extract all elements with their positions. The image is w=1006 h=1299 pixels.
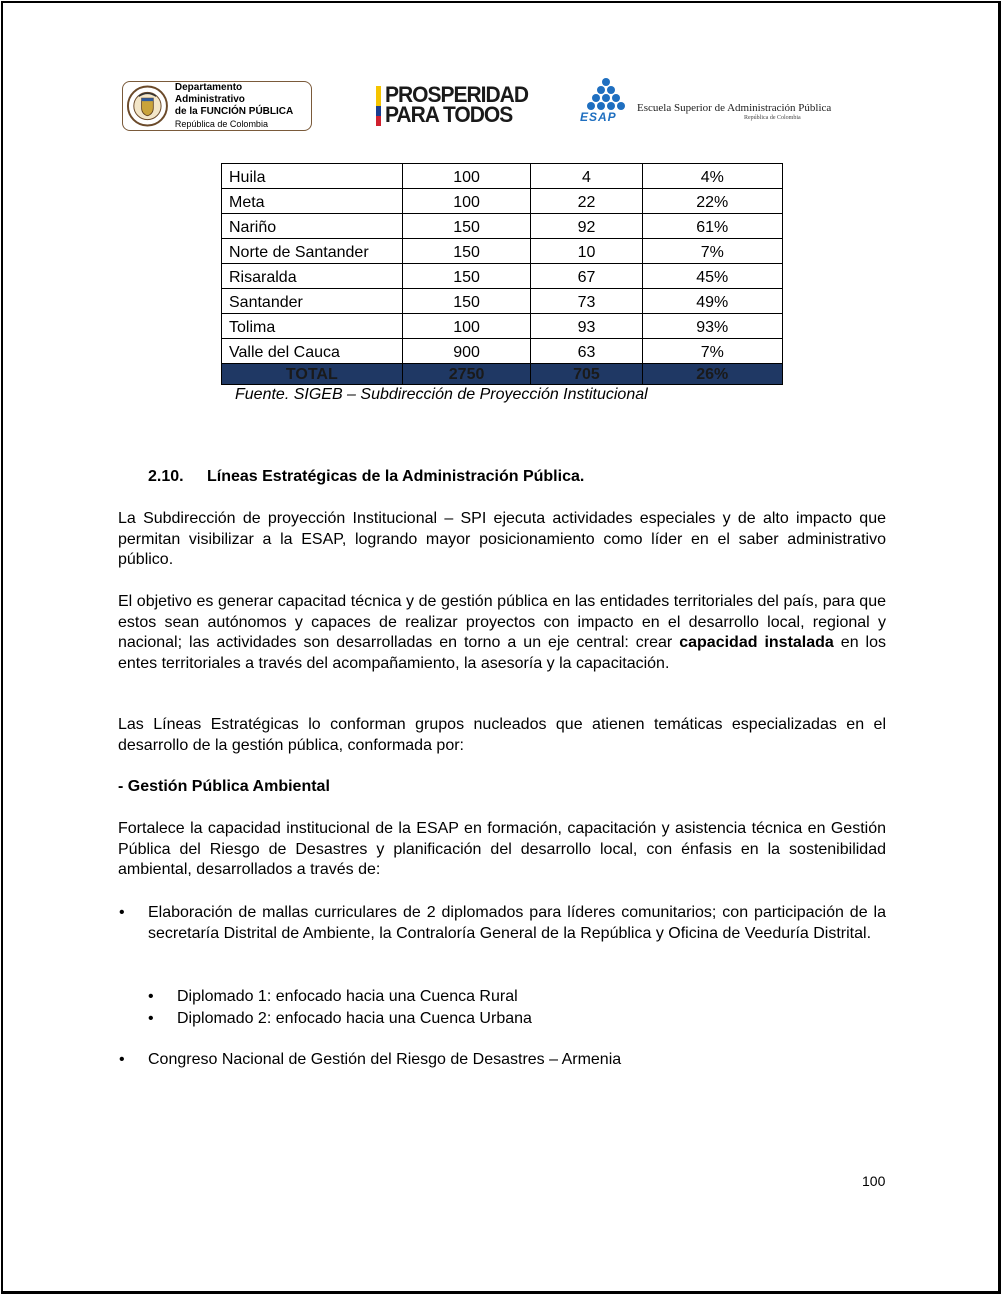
table-cell: 22% <box>642 189 783 214</box>
table-cell: 49% <box>642 289 783 314</box>
bullet-item-2-text: Congreso Nacional de Gestión del Riesgo de Desastres – Armenia <box>148 1051 622 1068</box>
table-row <box>222 164 783 189</box>
table-cell: 92 <box>531 214 642 239</box>
dafp-line1: Departamento Administrativo <box>174 82 245 105</box>
table-cell: Meta <box>222 189 403 214</box>
table-cell: 100 <box>402 189 531 214</box>
table-cell: 100 <box>402 314 531 339</box>
table-cell: Huila <box>222 164 403 189</box>
dafp-line2: de la FUNCIÓN PÚBLICA <box>174 106 294 117</box>
table-cell: Nariño <box>222 214 403 239</box>
paragraph-3: Las Líneas Estratégicas lo conforman grupos nucleados que atienen temáticas especializadas en el desarrollo de la gestión pública, conformada por: <box>118 716 886 754</box>
sub-bullet-item-2-text: Diplomado 2: enfocado hacia una Cuenca Urbana <box>177 1010 532 1027</box>
paragraph-2-end: en los entes territoriales a través del acompañamiento, la asesoría y la capacitación. <box>118 634 887 673</box>
bullet-icon: • <box>119 1051 125 1068</box>
table-row <box>222 289 783 314</box>
colombia-flag-icon <box>376 86 381 126</box>
table-cell: 10 <box>531 239 642 264</box>
prosperidad-line2: PARA TODOS <box>384 102 513 127</box>
table-cell: 93% <box>642 314 783 339</box>
table-row <box>222 339 783 364</box>
bullet-item-2 <box>119 1050 622 1071</box>
table-total-cell: 2750 <box>402 364 531 385</box>
esap-logo <box>580 78 832 128</box>
sub-bullet-item-1 <box>148 987 518 1008</box>
table-cell: Santander <box>222 289 403 314</box>
paragraph-2 <box>118 592 886 675</box>
paragraph-4: Fortalece la capacidad institucional de la ESAP en formación, capacitación y asistencia técnica en Gestión Pública del Riesgo de Desastres y planificación del desarrollo local, con énfasis en la sostenibilidad ambiental, desarrollados a través de: <box>118 820 886 879</box>
table-cell: 150 <box>402 214 531 239</box>
table-cell: 63 <box>531 339 642 364</box>
paragraph-2-bold: capacidad instalada <box>679 634 834 652</box>
section-number: 2.10. <box>148 468 184 485</box>
dafp-logo <box>122 81 312 131</box>
table-total-cell: TOTAL <box>222 364 403 385</box>
bullet-icon: • <box>119 904 125 921</box>
table-row <box>222 189 783 214</box>
dafp-line3: República de Colombia <box>174 119 268 129</box>
colombia-seal-icon <box>126 84 169 128</box>
table-cell: 7% <box>642 239 783 264</box>
table-total-cell: 705 <box>531 364 642 385</box>
sub-bullet-item-1-text: Diplomado 1: enfocado hacia una Cuenca Rural <box>177 988 518 1005</box>
table-row <box>222 239 783 264</box>
esap-sub: República de Colombia <box>744 115 801 121</box>
bullet-icon: • <box>148 988 154 1005</box>
bullet-icon: • <box>148 1010 154 1027</box>
table-cell: 93 <box>531 314 642 339</box>
table-row <box>222 314 783 339</box>
table-cell: 900 <box>402 339 531 364</box>
table-cell: 4 <box>531 164 642 189</box>
table-total-row <box>222 364 783 385</box>
table-cell: 22 <box>531 189 642 214</box>
sub-bullet-item-2 <box>148 1009 532 1030</box>
table-cell: 73 <box>531 289 642 314</box>
table-cell: 4% <box>642 164 783 189</box>
esap-name: Escuela Superior de Administración Pública <box>637 102 832 114</box>
bullet-item-1 <box>119 903 886 944</box>
section-title: Líneas Estratégicas de la Administración Pública. <box>207 468 585 485</box>
table-cell: 150 <box>402 264 531 289</box>
table-cell: 150 <box>402 289 531 314</box>
table-source-note: Fuente. SIGEB – Subdirección de Proyección Institucional <box>235 386 648 403</box>
table-cell: 61% <box>642 214 783 239</box>
table-cell: 67 <box>531 264 642 289</box>
table-cell: Norte de Santander <box>222 239 403 264</box>
bullet-item-1-text: Elaboración de mallas curriculares de 2 diplomados para líderes comunitarios; con participación de la secretaría Distrital de Ambiente, la Contraloría General de la República y Oficina de Veeduría Distrital. <box>148 904 886 942</box>
table-cell: 7% <box>642 339 783 364</box>
paragraph-2-start: El objetivo es generar capacitad técnica y de gestión pública en las entidades territoriales del país, para que estos sean autónomos y capaces de realizar proyectos con impacto en el desarrollo local, regional y nacional; las actividades son desarrolladas en torno a un eje central: crear <box>118 593 886 652</box>
table-cell: 100 <box>402 164 531 189</box>
table-cell: Valle del Cauca <box>222 339 403 364</box>
table-cell: Risaralda <box>222 264 403 289</box>
prosperidad-line1: PROSPERIDAD <box>384 82 528 108</box>
table-row <box>222 264 783 289</box>
paragraph-1: La Subdirección de proyección Institucional – SPI ejecuta actividades especiales y de alto impacto que permitan visibilizar a la ESAP, logrando mayor posicionamiento como líder en el saber administrativo público. <box>118 510 886 569</box>
results-table <box>221 163 783 385</box>
esap-dots-icon <box>580 78 632 112</box>
esap-acronym: ESAP <box>580 110 617 124</box>
table-cell: Tolima <box>222 314 403 339</box>
table-row <box>222 214 783 239</box>
table-cell: 150 <box>402 239 531 264</box>
table-total-cell: 26% <box>642 364 783 385</box>
table-cell: 45% <box>642 264 783 289</box>
page-number: 100 <box>862 1173 886 1189</box>
subsection-title: - Gestión Pública Ambiental <box>118 778 330 795</box>
section-heading <box>148 468 584 486</box>
prosperidad-logo <box>376 82 528 127</box>
